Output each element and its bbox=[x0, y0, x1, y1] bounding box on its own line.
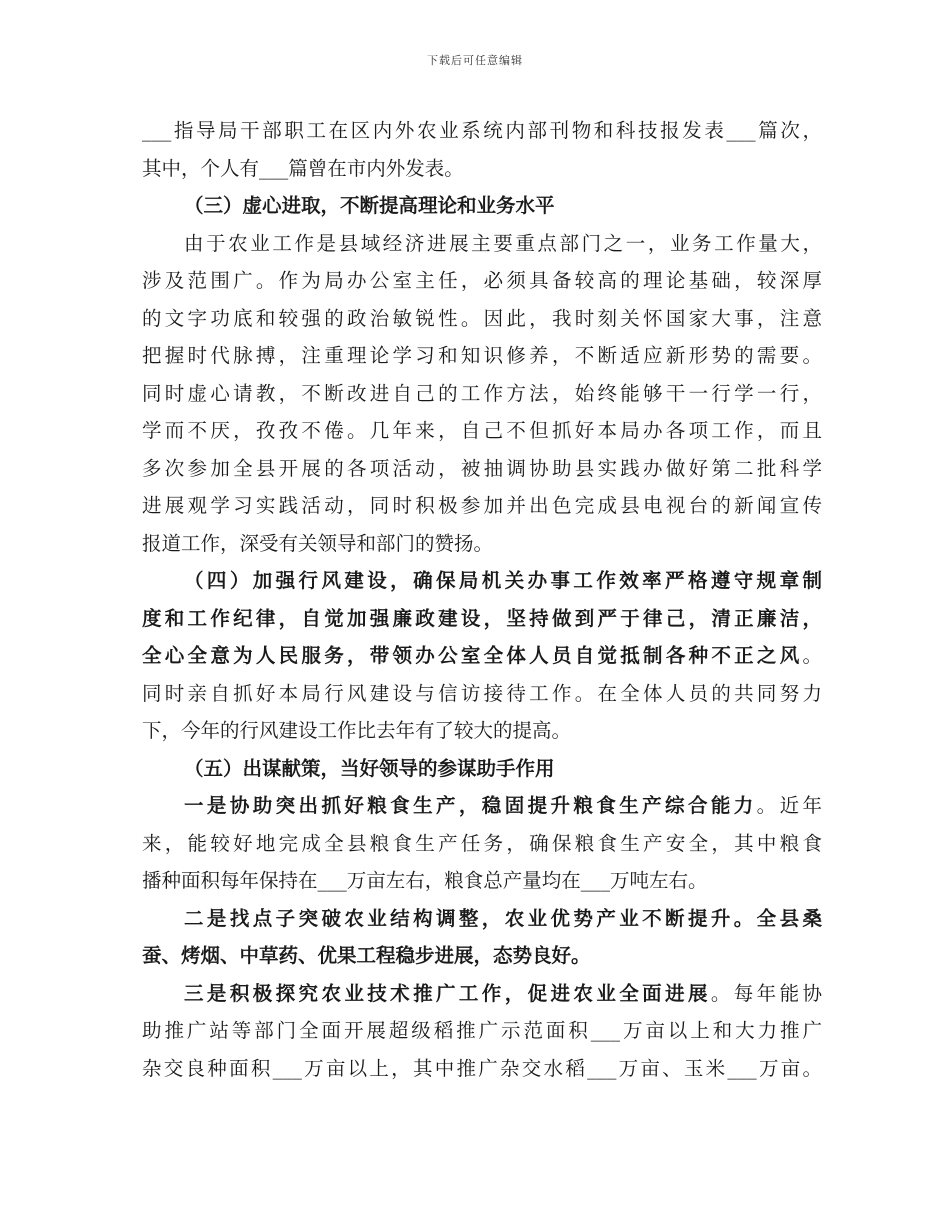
text-line bbox=[142, 900, 822, 938]
text-line bbox=[142, 937, 822, 975]
text-line bbox=[142, 487, 822, 525]
page-header-note: 下载后可任意编辑 bbox=[427, 54, 523, 67]
text-line bbox=[142, 1012, 822, 1050]
bold-text-segment: （五）出谋献策，当好领导的参谋助手作用 bbox=[184, 756, 555, 780]
text-line bbox=[142, 787, 822, 825]
text-line bbox=[142, 562, 822, 600]
text-line bbox=[142, 375, 822, 413]
text-line bbox=[142, 450, 822, 488]
text-line bbox=[142, 262, 822, 300]
text-segment: 。每年能协 bbox=[710, 981, 822, 1005]
text-segment: 报道工作，深受有关领导和部门的赞扬。 bbox=[142, 531, 494, 555]
text-segment: ___指导局干部职工在区内外农业系统内部刊物和科技报发表___篇次， bbox=[142, 119, 822, 142]
text-segment: 涉及范围广。作为局办公室主任，必须具备较高的理论基础，较深厚 bbox=[142, 269, 822, 292]
text-line bbox=[142, 300, 822, 338]
text-segment: 的文字功底和较强的政治敏锐性。因此，我时刻关怀国家大事，注意 bbox=[142, 306, 822, 330]
text-segment: 。 bbox=[802, 644, 822, 667]
text-line bbox=[142, 150, 822, 188]
text-segment: 下，今年的行风建设工作比去年有了较大的提高。 bbox=[142, 719, 572, 742]
text-line bbox=[142, 112, 822, 150]
bold-text-segment: 蚕、烤烟、中草药、优果工程稳步进展，态势良好。 bbox=[142, 944, 591, 967]
text-line bbox=[142, 675, 822, 713]
text-line bbox=[142, 862, 822, 900]
bold-text-segment: 一是协助突出抓好粮食生产，稳固提升粮食生产综合能力 bbox=[184, 794, 757, 817]
text-line bbox=[142, 337, 822, 375]
text-segment: 把握时代脉搏，注重理论学习和知识修养，不断适应新形势的需要。 bbox=[142, 344, 822, 367]
text-segment: 来，能较好地完成全县粮食生产任务，确保粮食生产安全，其中粮食 bbox=[142, 831, 822, 855]
text-segment: 播种面积每年保持在___万亩左右，粮食总产量均在___万吨左右。 bbox=[142, 869, 708, 892]
text-segment: 同时虚心请教，不断改进自己的工作方法，始终能够干一行学一行， bbox=[142, 381, 822, 405]
text-line bbox=[142, 412, 822, 450]
text-segment: 同时亲自抓好本局行风建设与信访接待工作。在全体人员的共同努力 bbox=[142, 681, 822, 705]
text-line bbox=[142, 187, 822, 225]
text-segment: 学而不厌，孜孜不倦。几年来，自己不但抓好本局办各项工作，而且 bbox=[142, 419, 822, 442]
bold-text-segment: （三）虚心进取，不断提高理论和业务水平 bbox=[184, 194, 555, 217]
bold-text-segment: 三是积极探究农业技术推广工作，促进农业全面进展 bbox=[184, 981, 711, 1005]
text-line bbox=[142, 975, 822, 1013]
bold-text-segment: 度和工作纪律，自觉加强廉政建设，坚持做到严于律己，清正廉洁， bbox=[142, 606, 822, 630]
text-line bbox=[142, 1050, 822, 1088]
text-segment: 进展观学习实践活动，同时积极参加并出色完成县电视台的新闻宣传 bbox=[142, 494, 822, 517]
bold-text-segment: 二是找点子突破农业结构调整，农业优势产业不断提升。全县桑 bbox=[184, 906, 822, 930]
text-line bbox=[142, 825, 822, 863]
bold-text-segment: 全心全意为人民服务，带领办公室全体人员自觉抵制各种不正之风 bbox=[142, 644, 803, 667]
document-body bbox=[142, 112, 822, 1087]
text-segment: 其中，个人有___篇曾在市内外发表。 bbox=[142, 156, 464, 180]
text-segment: 多次参加全县开展的各项活动，被抽调协助县实践办做好第二批科学 bbox=[142, 456, 822, 480]
text-segment: 由于农业工作是县域经济进展主要重点部门之一，业务工作量大， bbox=[184, 231, 822, 255]
text-line bbox=[142, 637, 822, 675]
text-segment: 助推广站等部门全面开展超级稻推广示范面积___万亩以上和大力推广 bbox=[142, 1019, 822, 1042]
text-line bbox=[142, 712, 822, 750]
text-segment: 杂交良种面积___万亩以上，其中推广杂交水稻___万亩、玉米___万亩。 bbox=[142, 1056, 822, 1080]
text-line bbox=[142, 225, 822, 263]
text-line bbox=[142, 600, 822, 638]
text-line bbox=[142, 525, 822, 563]
bold-text-segment: （四）加强行风建设，确保局机关办事工作效率严格遵守规章制 bbox=[184, 569, 822, 592]
text-segment: 。近年 bbox=[756, 794, 822, 817]
text-line bbox=[142, 750, 822, 788]
